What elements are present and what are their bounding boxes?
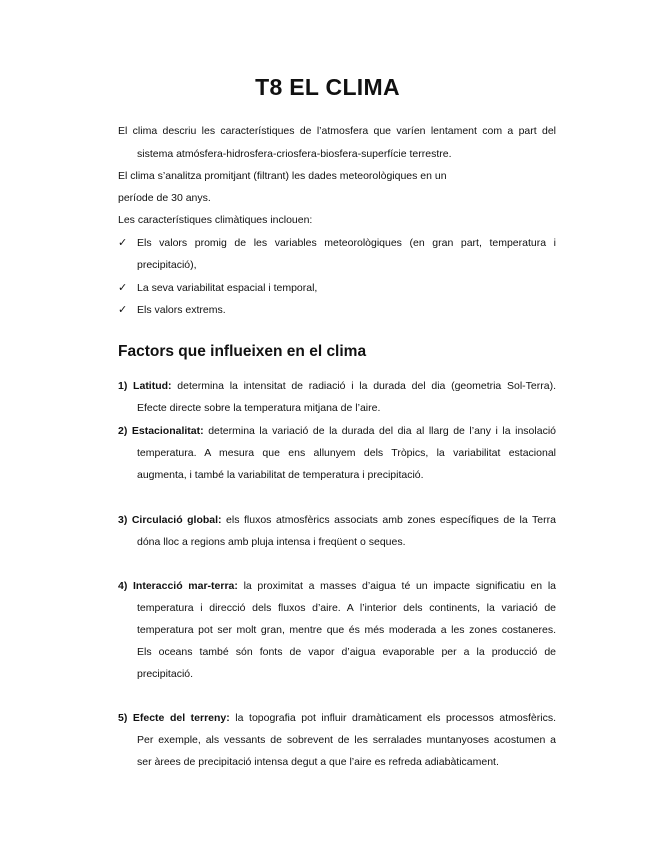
factor-3-label: 3) Circulació global: (118, 514, 222, 526)
factor-1-line-1 (118, 380, 556, 392)
intro-paragraph-1-line-1: El clima descriu les característiques de l’atmosfera que varíen lentament com a part del (118, 125, 556, 137)
checkmark-icon: ✓ (118, 304, 128, 316)
section-heading: Factors que influeixen en el clima (118, 343, 367, 360)
intro-paragraph-2-line-2: període de 30 anys. (118, 192, 211, 204)
factor-4-line-1 (118, 580, 556, 592)
factor-2-line-2: temperatura. A mesura que ens allunyem dels Tròpics, la variabilitat estacional (137, 447, 556, 459)
checklist-item-3: Els valors extrems. (137, 304, 226, 316)
factor-2-line-1 (118, 425, 556, 437)
factor-4-line-5: precipitació. (137, 668, 194, 680)
factor-4-line-4: Els oceans també són fonts de vapor d’aigua evaporable per a la producció de (137, 646, 556, 658)
factor-1-text: determina la intensitat de radiació i la durada del dia (geometria Sol-Terra). (171, 380, 557, 392)
factor-5-text: la topografia pot influir dramàticament els processos atmosfèrics. (229, 712, 557, 724)
factor-3-line-1 (118, 514, 556, 526)
checklist-item-2: La seva variabilitat espacial i temporal, (137, 282, 318, 294)
factor-2-label: 2) Estacionalitat: (118, 425, 204, 437)
intro-paragraph-3: Les característiques climàtiques inclouen: (118, 214, 313, 226)
intro-paragraph-2-line-1: El clima s’analitza promitjant (filtrant) les dades meteorològiques en un (118, 170, 447, 182)
intro-paragraph-1-line-2: sistema atmósfera-hidrosfera-criosfera-biosfera-superfície terrestre. (137, 148, 452, 160)
checklist-item-1-line-1: Els valors promig de les variables meteorològiques (en gran part, temperatura i (137, 237, 556, 249)
factor-3-text: els fluxos atmosfèrics associats amb zones específiques de la Terra (221, 514, 556, 526)
factor-5-line-3: ser àrees de precipitació intensa degut a que l’aire es refreda adiabàticament. (137, 756, 499, 768)
factor-5-label: 5) Efecte del terreny: (118, 712, 230, 724)
factor-5-line-2: Per exemple, als vessants de sobrevent de les serralades muntanyoses acostumen a (137, 734, 556, 746)
factor-4-line-2: temperatura i direcció dels fluxos d’aire. A l’interior dels continents, la variació de (137, 602, 556, 614)
page-title: T8 EL CLIMA (255, 74, 400, 100)
factor-4-text: la proximitat a masses d’aigua té un impacte significatiu en la (237, 580, 556, 592)
factor-1-label: 1) Latitud: (118, 380, 172, 392)
factor-5-line-1 (118, 712, 556, 724)
factor-2-text: determina la variació de la durada del dia al llarg de l’any i la insolació (203, 425, 556, 437)
factor-4-line-3: temperatura pot ser molt gran, mentre que és més moderada a les zones costaneres. (137, 624, 556, 636)
checklist-item-1-line-2: precipitació), (137, 259, 197, 271)
checkmark-icon: ✓ (118, 237, 128, 249)
factor-1-line-2: Efecte directe sobre la temperatura mitjana de l’aire. (137, 402, 381, 414)
factor-4-label: 4) Interacció mar-terra: (118, 580, 238, 592)
checkmark-icon: ✓ (118, 282, 128, 294)
factor-3-line-2: dóna lloc a regions amb pluja intensa i freqüent o seques. (137, 536, 406, 548)
factor-2-line-3: augmenta, i també la variabilitat de temperatura i precipitació. (137, 469, 424, 481)
